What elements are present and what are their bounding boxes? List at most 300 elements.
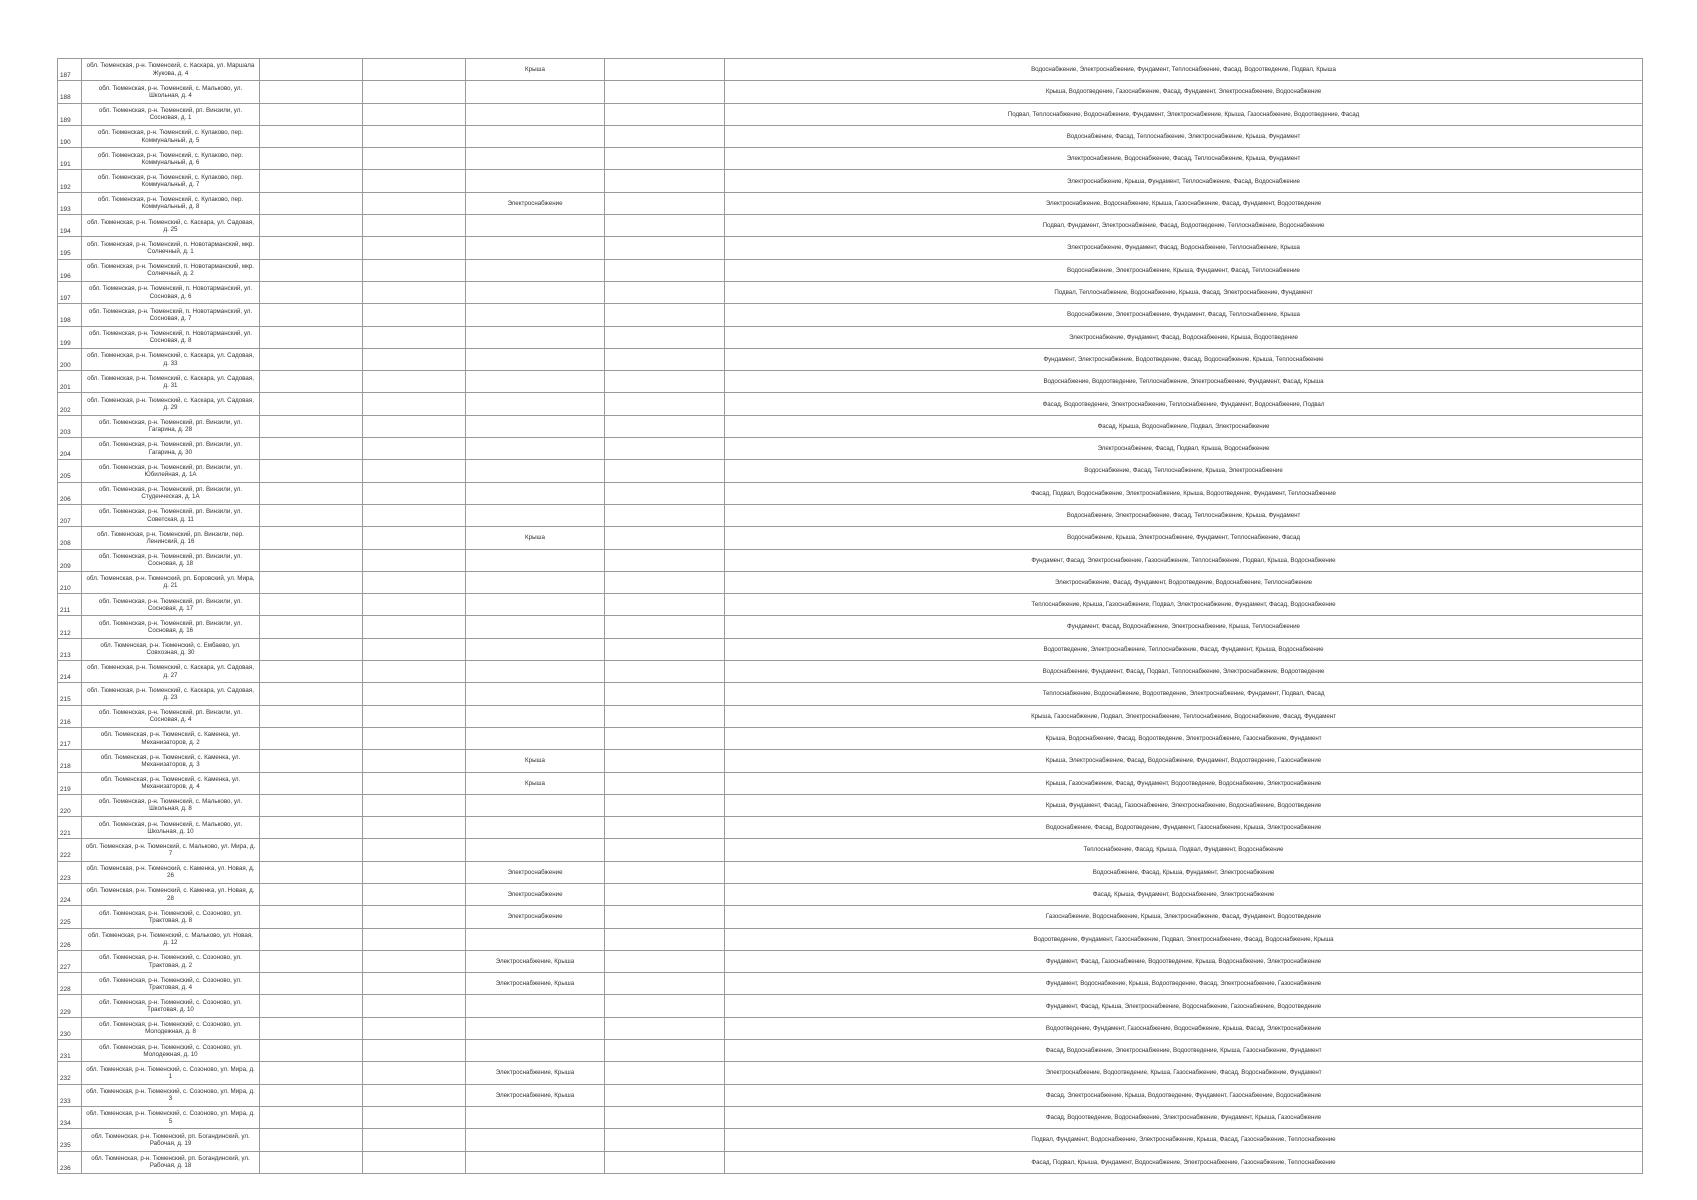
empty-cell: [260, 683, 363, 705]
planned-works-cell: Электроснабжение: [466, 883, 605, 905]
empty-cell: [260, 371, 363, 393]
row-number-cell: 224: [58, 883, 82, 905]
empty-cell: [605, 192, 725, 214]
empty-cell: [260, 215, 363, 237]
empty-cell: [260, 1084, 363, 1106]
planned-works-cell: [466, 571, 605, 593]
empty-cell: [605, 906, 725, 928]
table-row: [58, 594, 1643, 616]
works-list-cell: Водоснабжение, Электроснабжение, Крыша, Фундамент, Фасад, Теплоснабжение: [725, 259, 1643, 281]
row-number-cell: 221: [58, 817, 82, 839]
empty-cell: [260, 616, 363, 638]
row-number-cell: 225: [58, 906, 82, 928]
row-number-cell: 191: [58, 148, 82, 170]
works-list-cell: Крыша, Фундамент, Фасад, Газоснабжение, Электроснабжение, Водоснабжение, Водоотведение: [725, 794, 1643, 816]
table-row: [58, 438, 1643, 460]
works-list-cell: Крыша, Водоотведение, Газоснабжение, Фасад, Фундамент, Электроснабжение, Водоснабжение: [725, 81, 1643, 103]
empty-cell: [260, 571, 363, 593]
empty-cell: [363, 103, 466, 125]
works-list-cell: Электроснабжение, Фасад, Подвал, Крыша, Водоснабжение: [725, 438, 1643, 460]
planned-works-cell: [466, 125, 605, 147]
works-list-cell: Водоснабжение, Фасад, Крыша, Фундамент, Электроснабжение: [725, 861, 1643, 883]
planned-works-cell: [466, 438, 605, 460]
row-number-cell: 227: [58, 950, 82, 972]
empty-cell: [605, 1151, 725, 1173]
address-cell: обл. Тюменская, р-н. Тюменский, с. Каскара, ул. Садовая, д. 27: [82, 661, 260, 683]
address-cell: обл. Тюменская, р-н. Тюменский, рп. Винзили, ул. Гагарина, д. 28: [82, 415, 260, 437]
address-cell: обл. Тюменская, р-н. Тюменский, с. Кулаково, пер. Коммунальный, д. 5: [82, 125, 260, 147]
table-row: [58, 705, 1643, 727]
empty-cell: [363, 772, 466, 794]
row-number-cell: 196: [58, 259, 82, 281]
address-cell: обл. Тюменская, р-н. Тюменский, с. Созоново, ул. Мира, д. 5: [82, 1106, 260, 1128]
empty-cell: [260, 237, 363, 259]
planned-works-cell: [466, 326, 605, 348]
empty-cell: [605, 973, 725, 995]
address-cell: обл. Тюменская, р-н. Тюменский, рп. Винзили, ул. Сосновая, д. 1: [82, 103, 260, 125]
planned-works-cell: [466, 1129, 605, 1151]
empty-cell: [605, 281, 725, 303]
table-row: [58, 1062, 1643, 1084]
planned-works-cell: Крыша: [466, 750, 605, 772]
planned-works-cell: [466, 1017, 605, 1039]
empty-cell: [605, 1040, 725, 1062]
empty-cell: [260, 148, 363, 170]
address-cell: обл. Тюменская, р-н. Тюменский, п. Новотарманский, мкр. Солнечный, д. 2: [82, 259, 260, 281]
row-number-cell: 199: [58, 326, 82, 348]
works-list-cell: Газоснабжение, Водоснабжение, Крыша, Электроснабжение, Фасад, Фундамент, Водоотведение: [725, 906, 1643, 928]
planned-works-cell: [466, 1106, 605, 1128]
address-cell: обл. Тюменская, р-н. Тюменский, с. Ембаево, ул. Совхозная, д. 30: [82, 638, 260, 660]
works-list-cell: Фасад, Водоотведение, Водоснабжение, Электроснабжение, Фундамент, Крыша, Газоснабжение: [725, 1106, 1643, 1128]
table-row: [58, 148, 1643, 170]
table-body: [58, 59, 1643, 1174]
empty-cell: [605, 1084, 725, 1106]
row-number-cell: 204: [58, 438, 82, 460]
empty-cell: [260, 460, 363, 482]
row-number-cell: 236: [58, 1151, 82, 1173]
address-cell: обл. Тюменская, р-н. Тюменский, с. Кулаково, пер. Коммунальный, д. 6: [82, 148, 260, 170]
address-cell: обл. Тюменская, р-н. Тюменский, рп. Винзили, ул. Студенческая, д. 1А: [82, 482, 260, 504]
empty-cell: [363, 59, 466, 81]
empty-cell: [260, 348, 363, 370]
planned-works-cell: [466, 1151, 605, 1173]
works-list-cell: Водоснабжение, Электроснабжение, Фундамент, Теплоснабжение, Фасад, Водоотведение, Подвал, Крыша: [725, 59, 1643, 81]
row-number-cell: 235: [58, 1129, 82, 1151]
address-cell: обл. Тюменская, р-н. Тюменский, с. Созоново, ул. Молодежная, д. 10: [82, 1040, 260, 1062]
works-list-cell: Фундамент, Электроснабжение, Водоотведение, Фасад, Водоснабжение, Крыша, Теплоснабжение: [725, 348, 1643, 370]
empty-cell: [260, 594, 363, 616]
planned-works-cell: [466, 616, 605, 638]
address-cell: обл. Тюменская, р-н. Тюменский, рп. Винзили, ул. Советская, д. 11: [82, 504, 260, 526]
empty-cell: [605, 59, 725, 81]
empty-cell: [605, 928, 725, 950]
row-number-cell: 198: [58, 304, 82, 326]
planned-works-cell: Электроснабжение: [466, 192, 605, 214]
row-number-cell: 214: [58, 661, 82, 683]
address-cell: обл. Тюменская, р-н. Тюменский, с. Каскара, ул. Садовая, д. 33: [82, 348, 260, 370]
empty-cell: [260, 393, 363, 415]
works-list-cell: Подвал, Фундамент, Электроснабжение, Фасад, Водоотведение, Теплоснабжение, Водоснабжение: [725, 215, 1643, 237]
empty-cell: [260, 995, 363, 1017]
table-row: [58, 460, 1643, 482]
works-list-cell: Подвал, Фундамент, Водоснабжение, Электроснабжение, Крыша, Фасад, Газоснабжение, Теплоснабжение: [725, 1129, 1643, 1151]
address-cell: обл. Тюменская, р-н. Тюменский, с. Каменка, ул. Новая, д. 26: [82, 861, 260, 883]
works-list-cell: Водоснабжение, Электроснабжение, Фасад, Теплоснабжение, Крыша, Фундамент: [725, 504, 1643, 526]
table-row: [58, 616, 1643, 638]
works-list-cell: Фасад, Электроснабжение, Крыша, Водоотведение, Фундамент, Газоснабжение, Водоснабжение: [725, 1084, 1643, 1106]
planned-works-cell: [466, 215, 605, 237]
works-list-cell: Водоотведение, Электроснабжение, Теплоснабжение, Фасад, Фундамент, Крыша, Водоснабжение: [725, 638, 1643, 660]
row-number-cell: 203: [58, 415, 82, 437]
table-row: [58, 727, 1643, 749]
empty-cell: [260, 549, 363, 571]
empty-cell: [260, 59, 363, 81]
works-list-cell: Водоснабжение, Фундамент, Фасад, Подвал, Теплоснабжение, Электроснабжение, Водоотведение: [725, 661, 1643, 683]
empty-cell: [260, 1129, 363, 1151]
empty-cell: [363, 259, 466, 281]
empty-cell: [260, 1040, 363, 1062]
empty-cell: [363, 482, 466, 504]
planned-works-cell: [466, 371, 605, 393]
works-list-cell: Водоснабжение, Крыша, Электроснабжение, Фундамент, Теплоснабжение, Фасад: [725, 527, 1643, 549]
empty-cell: [605, 304, 725, 326]
address-cell: обл. Тюменская, р-н. Тюменский, с. Созоново, ул. Мира, д. 3: [82, 1084, 260, 1106]
works-list-cell: Электроснабжение, Водоснабжение, Фасад, Теплоснабжение, Крыша, Фундамент: [725, 148, 1643, 170]
planned-works-cell: [466, 928, 605, 950]
empty-cell: [605, 683, 725, 705]
table-row: [58, 839, 1643, 861]
row-number-cell: 223: [58, 861, 82, 883]
planned-works-cell: [466, 170, 605, 192]
row-number-cell: 207: [58, 504, 82, 526]
planned-works-cell: [466, 794, 605, 816]
empty-cell: [363, 1084, 466, 1106]
row-number-cell: 192: [58, 170, 82, 192]
empty-cell: [605, 616, 725, 638]
address-cell: обл. Тюменская, р-н. Тюменский, с. Каменка, ул. Механизаторов, д. 4: [82, 772, 260, 794]
empty-cell: [363, 594, 466, 616]
planned-works-cell: [466, 237, 605, 259]
planned-works-cell: [466, 281, 605, 303]
address-cell: обл. Тюменская, р-н. Тюменский, рп. Боровский, ул. Мира, д. 21: [82, 571, 260, 593]
works-list-cell: Водоснабжение, Фасад, Водоотведение, Фундамент, Газоснабжение, Крыша, Электроснабжение: [725, 817, 1643, 839]
table-row: [58, 393, 1643, 415]
works-table: [57, 58, 1643, 1174]
address-cell: обл. Тюменская, р-н. Тюменский, с. Созоново, ул. Трактовая, д. 4: [82, 973, 260, 995]
planned-works-cell: [466, 259, 605, 281]
empty-cell: [260, 750, 363, 772]
empty-cell: [363, 415, 466, 437]
planned-works-cell: [466, 661, 605, 683]
empty-cell: [605, 1062, 725, 1084]
table-row: [58, 103, 1643, 125]
works-list-cell: Фундамент, Фасад, Газоснабжение, Водоотведение, Крыша, Водоснабжение, Электроснабжение: [725, 950, 1643, 972]
works-list-cell: Электроснабжение, Фасад, Фундамент, Водоотведение, Водоснабжение, Теплоснабжение: [725, 571, 1643, 593]
empty-cell: [363, 504, 466, 526]
row-number-cell: 231: [58, 1040, 82, 1062]
address-cell: обл. Тюменская, р-н. Тюменский, с. Созоново, ул. Мира, д. 1: [82, 1062, 260, 1084]
works-list-cell: Фасад, Крыша, Водоснабжение, Подвал, Электроснабжение: [725, 415, 1643, 437]
address-cell: обл. Тюменская, р-н. Тюменский, с. Каскара, ул. Садовая, д. 31: [82, 371, 260, 393]
empty-cell: [363, 839, 466, 861]
works-list-cell: Крыша, Газоснабжение, Подвал, Электроснабжение, Теплоснабжение, Водоснабжение, Фасад, Фундамент: [725, 705, 1643, 727]
works-list-cell: Фундамент, Водоснабжение, Крыша, Водоотведение, Фасад, Электроснабжение, Газоснабжение: [725, 973, 1643, 995]
empty-cell: [260, 1151, 363, 1173]
works-list-cell: Фасад, Водоснабжение, Электроснабжение, Водоотведение, Крыша, Газоснабжение, Фундамент: [725, 1040, 1643, 1062]
table-row: [58, 950, 1643, 972]
table-row: [58, 125, 1643, 147]
table-row: [58, 1151, 1643, 1173]
empty-cell: [605, 727, 725, 749]
row-number-cell: 187: [58, 59, 82, 81]
planned-works-cell: [466, 504, 605, 526]
table-row: [58, 59, 1643, 81]
empty-cell: [605, 772, 725, 794]
empty-cell: [605, 750, 725, 772]
document-sheet: [57, 58, 1642, 1174]
row-number-cell: 216: [58, 705, 82, 727]
empty-cell: [605, 661, 725, 683]
table-row: [58, 192, 1643, 214]
planned-works-cell: Электроснабжение: [466, 906, 605, 928]
address-cell: обл. Тюменская, р-н. Тюменский, с. Мальково, ул. Новая, д. 12: [82, 928, 260, 950]
planned-works-cell: [466, 415, 605, 437]
planned-works-cell: [466, 81, 605, 103]
works-list-cell: Фасад, Подвал, Водоснабжение, Электроснабжение, Крыша, Водоотведение, Фундамент, Теплоснабжение: [725, 482, 1643, 504]
table-row: [58, 661, 1643, 683]
empty-cell: [260, 1017, 363, 1039]
planned-works-cell: Электроснабжение, Крыша: [466, 1084, 605, 1106]
empty-cell: [605, 705, 725, 727]
empty-cell: [260, 906, 363, 928]
row-number-cell: 233: [58, 1084, 82, 1106]
table-row: [58, 1106, 1643, 1128]
empty-cell: [605, 571, 725, 593]
empty-cell: [605, 638, 725, 660]
works-list-cell: Электроснабжение, Водоснабжение, Крыша, Газоснабжение, Фасад, Фундамент, Водоотведение: [725, 192, 1643, 214]
empty-cell: [260, 973, 363, 995]
empty-cell: [363, 883, 466, 905]
table-row: [58, 348, 1643, 370]
address-cell: обл. Тюменская, р-н. Тюменский, с. Каскара, ул. Садовая, д. 25: [82, 215, 260, 237]
row-number-cell: 210: [58, 571, 82, 593]
works-list-cell: Подвал, Теплоснабжение, Водоснабжение, Крыша, Фасад, Электроснабжение, Фундамент: [725, 281, 1643, 303]
empty-cell: [260, 883, 363, 905]
empty-cell: [605, 504, 725, 526]
works-list-cell: Фасад, Крыша, Фундамент, Водоснабжение, Электроснабжение: [725, 883, 1643, 905]
empty-cell: [260, 192, 363, 214]
row-number-cell: 200: [58, 348, 82, 370]
table-row: [58, 928, 1643, 950]
works-list-cell: Водоснабжение, Фасад, Теплоснабжение, Крыша, Электроснабжение: [725, 460, 1643, 482]
empty-cell: [363, 1040, 466, 1062]
planned-works-cell: Крыша: [466, 59, 605, 81]
table-row: [58, 1040, 1643, 1062]
empty-cell: [260, 950, 363, 972]
empty-cell: [363, 148, 466, 170]
empty-cell: [605, 393, 725, 415]
table-row: [58, 1017, 1643, 1039]
row-number-cell: 194: [58, 215, 82, 237]
address-cell: обл. Тюменская, р-н. Тюменский, с. Каменка, ул. Механизаторов, д. 3: [82, 750, 260, 772]
empty-cell: [605, 527, 725, 549]
empty-cell: [260, 125, 363, 147]
address-cell: обл. Тюменская, р-н. Тюменский, с. Созоново, ул. Молодежная, д. 8: [82, 1017, 260, 1039]
empty-cell: [363, 616, 466, 638]
row-number-cell: 232: [58, 1062, 82, 1084]
empty-cell: [363, 794, 466, 816]
empty-cell: [260, 482, 363, 504]
row-number-cell: 209: [58, 549, 82, 571]
address-cell: обл. Тюменская, р-н. Тюменский, рп. Винзили, ул. Гагарина, д. 30: [82, 438, 260, 460]
empty-cell: [260, 81, 363, 103]
empty-cell: [363, 950, 466, 972]
table-row: [58, 326, 1643, 348]
table-row: [58, 638, 1643, 660]
row-number-cell: 206: [58, 482, 82, 504]
row-number-cell: 197: [58, 281, 82, 303]
empty-cell: [363, 170, 466, 192]
table-row: [58, 281, 1643, 303]
empty-cell: [363, 438, 466, 460]
row-number-cell: 188: [58, 81, 82, 103]
empty-cell: [260, 415, 363, 437]
table-row: [58, 237, 1643, 259]
empty-cell: [605, 348, 725, 370]
empty-cell: [363, 995, 466, 1017]
table-row: [58, 170, 1643, 192]
table-row: [58, 215, 1643, 237]
empty-cell: [605, 995, 725, 1017]
table-row: [58, 304, 1643, 326]
address-cell: обл. Тюменская, р-н. Тюменский, с. Мальково, ул. Школьная, д. 4: [82, 81, 260, 103]
empty-cell: [363, 192, 466, 214]
planned-works-cell: Электроснабжение, Крыша: [466, 1062, 605, 1084]
planned-works-cell: [466, 594, 605, 616]
planned-works-cell: Электроснабжение, Крыша: [466, 950, 605, 972]
empty-cell: [363, 81, 466, 103]
empty-cell: [260, 103, 363, 125]
table-row: [58, 504, 1643, 526]
row-number-cell: 189: [58, 103, 82, 125]
works-list-cell: Теплоснабжение, Водоснабжение, Водоотведение, Электроснабжение, Фундамент, Подвал, Фасад: [725, 683, 1643, 705]
empty-cell: [260, 638, 363, 660]
planned-works-cell: [466, 304, 605, 326]
planned-works-cell: [466, 549, 605, 571]
table-row: [58, 571, 1643, 593]
planned-works-cell: [466, 1040, 605, 1062]
empty-cell: [605, 148, 725, 170]
works-list-cell: Водоотведение, Фундамент, Газоснабжение, Водоснабжение, Крыша, Фасад, Электроснабжение: [725, 1017, 1643, 1039]
address-cell: обл. Тюменская, р-н. Тюменский, с. Каменка, ул. Новая, д. 28: [82, 883, 260, 905]
empty-cell: [260, 304, 363, 326]
planned-works-cell: Электроснабжение: [466, 861, 605, 883]
empty-cell: [363, 571, 466, 593]
table-row: [58, 817, 1643, 839]
planned-works-cell: [466, 638, 605, 660]
empty-cell: [260, 928, 363, 950]
empty-cell: [605, 1129, 725, 1151]
empty-cell: [363, 1062, 466, 1084]
table-row: [58, 772, 1643, 794]
planned-works-cell: Крыша: [466, 772, 605, 794]
works-list-cell: Электроснабжение, Фундамент, Фасад, Водоснабжение, Крыша, Водоотведение: [725, 326, 1643, 348]
empty-cell: [605, 460, 725, 482]
table-row: [58, 861, 1643, 883]
row-number-cell: 217: [58, 727, 82, 749]
row-number-cell: 195: [58, 237, 82, 259]
table-row: [58, 259, 1643, 281]
empty-cell: [260, 772, 363, 794]
empty-cell: [260, 281, 363, 303]
works-list-cell: Теплоснабжение, Крыша, Газоснабжение, Подвал, Электроснабжение, Фундамент, Фасад, Водоснабжение: [725, 594, 1643, 616]
table-row: [58, 683, 1643, 705]
address-cell: обл. Тюменская, р-н. Тюменский, с. Созоново, ул. Трактовая, д. 2: [82, 950, 260, 972]
empty-cell: [605, 215, 725, 237]
row-number-cell: 202: [58, 393, 82, 415]
planned-works-cell: [466, 103, 605, 125]
empty-cell: [605, 839, 725, 861]
address-cell: обл. Тюменская, р-н. Тюменский, рп. Винзили, ул. Сосновая, д. 16: [82, 616, 260, 638]
empty-cell: [260, 727, 363, 749]
address-cell: обл. Тюменская, р-н. Тюменский, с. Кулаково, пер. Коммунальный, д. 8: [82, 192, 260, 214]
address-cell: обл. Тюменская, р-н. Тюменский, п. Новотарманский, ул. Сосновая, д. 6: [82, 281, 260, 303]
works-list-cell: Фасад, Подвал, Крыша, Фундамент, Водоснабжение, Электроснабжение, Газоснабжение, Теплоснабжение: [725, 1151, 1643, 1173]
empty-cell: [260, 326, 363, 348]
empty-cell: [260, 817, 363, 839]
table-row: [58, 482, 1643, 504]
empty-cell: [605, 237, 725, 259]
empty-cell: [363, 705, 466, 727]
empty-cell: [363, 1129, 466, 1151]
table-row: [58, 906, 1643, 928]
planned-works-cell: [466, 817, 605, 839]
row-number-cell: 234: [58, 1106, 82, 1128]
empty-cell: [605, 594, 725, 616]
row-number-cell: 218: [58, 750, 82, 772]
address-cell: обл. Тюменская, р-н. Тюменский, рп. Винзили, пер. Ленинский, д. 16: [82, 527, 260, 549]
address-cell: обл. Тюменская, р-н. Тюменский, с. Созоново, ул. Трактовая, д. 10: [82, 995, 260, 1017]
planned-works-cell: [466, 705, 605, 727]
empty-cell: [605, 1106, 725, 1128]
empty-cell: [363, 861, 466, 883]
row-number-cell: 213: [58, 638, 82, 660]
works-list-cell: Фундамент, Фасад, Крыша, Электроснабжение, Водоснабжение, Газоснабжение, Водоотведение: [725, 995, 1643, 1017]
empty-cell: [605, 81, 725, 103]
planned-works-cell: [466, 995, 605, 1017]
table-row: [58, 973, 1643, 995]
works-list-cell: Фундамент, Фасад, Электроснабжение, Газоснабжение, Теплоснабжение, Подвал, Крыша, Водоснабжение: [725, 549, 1643, 571]
table-row: [58, 1129, 1643, 1151]
empty-cell: [605, 125, 725, 147]
works-list-cell: Электроснабжение, Крыша, Фундамент, Теплоснабжение, Фасад, Водоснабжение: [725, 170, 1643, 192]
table-row: [58, 549, 1643, 571]
address-cell: обл. Тюменская, р-н. Тюменский, п. Новотарманский, ул. Сосновая, д. 7: [82, 304, 260, 326]
planned-works-cell: [466, 393, 605, 415]
table-row: [58, 883, 1643, 905]
address-cell: обл. Тюменская, р-н. Тюменский, с. Мальково, ул. Школьная, д. 10: [82, 817, 260, 839]
table-row: [58, 794, 1643, 816]
table-row: [58, 415, 1643, 437]
works-list-cell: Электроснабжение, Фундамент, Фасад, Водоснабжение, Теплоснабжение, Крыша: [725, 237, 1643, 259]
works-list-cell: Крыша, Газоснабжение, Фасад, Фундамент, Водоотведение, Водоснабжение, Электроснабжение: [725, 772, 1643, 794]
works-list-cell: Крыша, Электроснабжение, Фасад, Водоснабжение, Фундамент, Водоотведение, Газоснабжение: [725, 750, 1643, 772]
works-list-cell: Водоснабжение, Фасад, Теплоснабжение, Электроснабжение, Крыша, Фундамент: [725, 125, 1643, 147]
empty-cell: [363, 125, 466, 147]
address-cell: обл. Тюменская, р-н. Тюменский, с. Каменка, ул. Механизаторов, д. 2: [82, 727, 260, 749]
row-number-cell: 193: [58, 192, 82, 214]
